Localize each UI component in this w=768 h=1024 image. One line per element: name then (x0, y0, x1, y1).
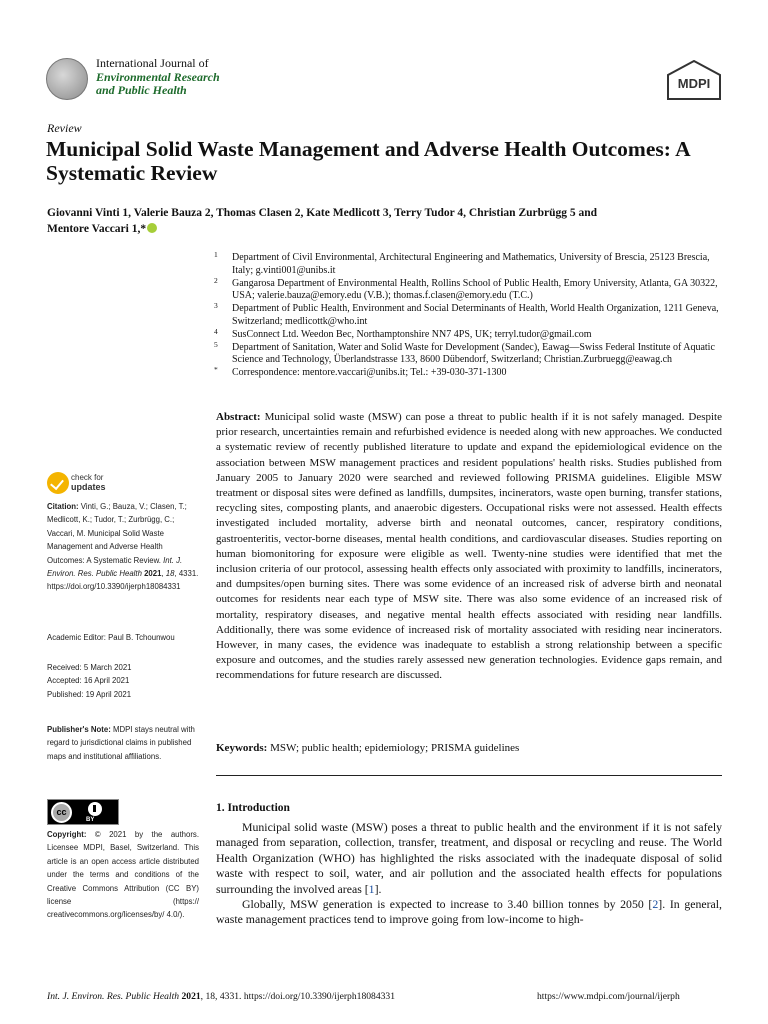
publisher-name: MDPI (677, 76, 711, 91)
copyright: Copyright: © 2021 by the authors. Licensee MDPI, Basel, Switzerland. This article is an open access article distributed under the terms and conditions of the Creative Commons Attribution (CC BY) license (https:// creativecommons.org/licenses/by/ 4.0/). (47, 830, 199, 920)
check-icon (47, 472, 69, 494)
journal-line-2: Environmental Research (96, 69, 220, 84)
affiliations (214, 252, 724, 380)
citation-link[interactable]: 1 (368, 881, 375, 896)
check-for-updates-button[interactable]: check for updates (47, 472, 167, 496)
affiliation-item: 2 Gangarosa Department of Environmental Health, Rollins School of Public Health, Emory University, Atlanta, GA 30322, USA; valerie.bauza@emory.edu (V.B.); thomas.f.clasen@emory.edu (T.C.) (214, 275, 718, 302)
footer-citation: Int. J. Environ. Res. Public Health 2021, 18, 4331. https://doi.org/10.3390/ijerph18084331 (47, 991, 396, 1002)
accepted-date: Accepted: 16 April 2021 (47, 676, 130, 686)
published-date: Published: 19 April 2021 (47, 689, 132, 699)
academic-editor: Academic Editor: Paul B. Tchounwou (47, 633, 175, 642)
dates (47, 661, 199, 701)
footer-url[interactable]: https://www.mdpi.com/journal/ijerph (537, 991, 680, 1002)
paragraph: Globally, MSW generation is expected to increase to 3.40 billion tonnes by 2050 [2]. In general, waste management practices tend to improve going from low-income to high- (216, 897, 722, 927)
received-date: Received: 5 March 2021 (47, 663, 132, 672)
affiliation-item: 3 Department of Public Health, Environment and Social Determinants of Health, World Health Organization, 1211 Geneva, Switzerland; medlicottk@who.int (214, 301, 719, 327)
journal-line-3: and Public Health (96, 83, 187, 97)
keywords (216, 741, 722, 756)
author-list (47, 205, 737, 237)
journal-name (96, 57, 220, 98)
abstract (216, 410, 722, 684)
abstract-text: Municipal solid waste (MSW) can pose a threat to public health if it is not safely managed. Despite prior research, uncertainties remain and refurbished evidence is needed along with new approaches. We conducted a systematic review of recently published literature to update and expand the epidemiological evidence on the association between MSW management practices and resident populations' health risks. Studies published from January 2005 to January 2020 were searched and reviewed following PRISMA guidelines. Eligible MSW treatment or disposal sites were defined as landfills, dumpsites, incinerators, waste open burning, transfer stations, recycling sites, composting plants, and anaerobic digesters. Occupational risks were not assessed. Health effects investigated included mortality, adverse birth and neonatal outcomes, cancer, respiratory conditions, gastroenteritis, vector-borne diseases, mental health conditions, and cardiovascular diseases. Studies reporting on human biomonitoring for exposure were eligible as well. Twenty-nine studies were identified that met the inclusion criteria of our protocol, assessing health effects only associated with proximity to landfills, incinerators, and dumpsites/open burning sites. There was some evidence of an increased risk of adverse birth and neonatal outcomes for residents near each type of MSW site. There was also some evidence of an increased risk of mortality, respiratory diseases, and negative mental health effects associated with residing near landfills. Additionally, there was some evidence of increased risk of mortality associated with residing near incinerators. However, in many cases, the evidence was inadequate to establish a strong relationship between a specific exposure and outcomes, and the studies rarely assessed new generation technologies. Evidence gaps remain, and recommendations for future research are discussed. (216, 411, 722, 682)
affiliation-item: 4 SusConnect Ltd. Weedon Bec, Northamptonshire NN7 4PS, UK; terryl.tudor@gmail.com (214, 326, 592, 340)
mdpi-logo (666, 60, 722, 100)
orcid-icon[interactable] (147, 223, 157, 233)
journal-line-1: International Journal of (96, 56, 209, 70)
authors-line-1: Giovanni Vinti 1, Valerie Bauza 2, Thomas Clasen 2, Kate Medlicott 3, Terry Tudor 4, Christian Zurbrügg 5 and (47, 207, 598, 219)
affiliation-item: 5 Department of Sanitation, Water and Solid Waste for Development (Sandec), Eawag—Swiss Federal Institute of Aquatic Science and Technology, Überlandstrasse 133, 8600 Dübendorf, Switzerland; Christian.Zurbruegg@eawag.ch (214, 339, 715, 366)
keywords-label: Keywords: (216, 742, 268, 754)
article-type: Review (47, 121, 82, 135)
citation-block: Citation: Vinti, G.; Bauza, V.; Clasen, T.; Medlicott, K.; Tudor, T.; Zurbrügg, C.; Vaccari, M. Municipal Solid Waste Management and Adverse Health Outcomes: A Systematic Review. Int. J. Environ. Res. Public Health 2021, 18, 4331. https://doi.org/10.3390/ijerph18084331 (47, 502, 199, 592)
affiliation-item: 1 Department of Civil Environmental, Architectural Engineering and Mathematics, University of Brescia, 25123 Brescia, Italy; g.vinti001@unibs.it (214, 250, 710, 276)
citation-link[interactable]: 2 (652, 897, 659, 912)
correspondence: * Correspondence: mentore.vaccari@unibs.it; Tel.: +39-030-371-1300 (214, 365, 507, 379)
intro-body (216, 820, 722, 928)
abstract-label: Abstract: (216, 411, 261, 423)
by-label: BY (86, 817, 95, 823)
section-heading: 1. Introduction (216, 802, 290, 814)
paper-title: Municipal Solid Waste Management and Adverse Health Outcomes: A Systematic Review (46, 137, 690, 185)
paragraph: Municipal solid waste (MSW) poses a threat to public health and the environment if it is not safely managed from separation, collection, transfer, treatment, and disposal or recycling and reuse. The World Health Organization (WHO) has highlighted the risks associated with the inadequate disposal of solid waste with respect to soil, water, and air pollution and the associated health effects for populations surrounding the involved areas [1]. (216, 820, 722, 896)
authors-line-2: Mentore Vaccari 1,* (47, 223, 147, 235)
keywords-text: MSW; public health; epidemiology; PRISMA guidelines (270, 742, 520, 754)
cc-license-badge[interactable] (47, 799, 119, 825)
section-divider (216, 775, 722, 776)
publisher-note: Publisher's Note: MDPI stays neutral with regard to jurisdictional claims in published maps and institutional affiliations. (47, 725, 195, 761)
journal-logo (46, 58, 88, 100)
cc-icon: cc (51, 802, 72, 823)
person-icon (88, 802, 102, 816)
